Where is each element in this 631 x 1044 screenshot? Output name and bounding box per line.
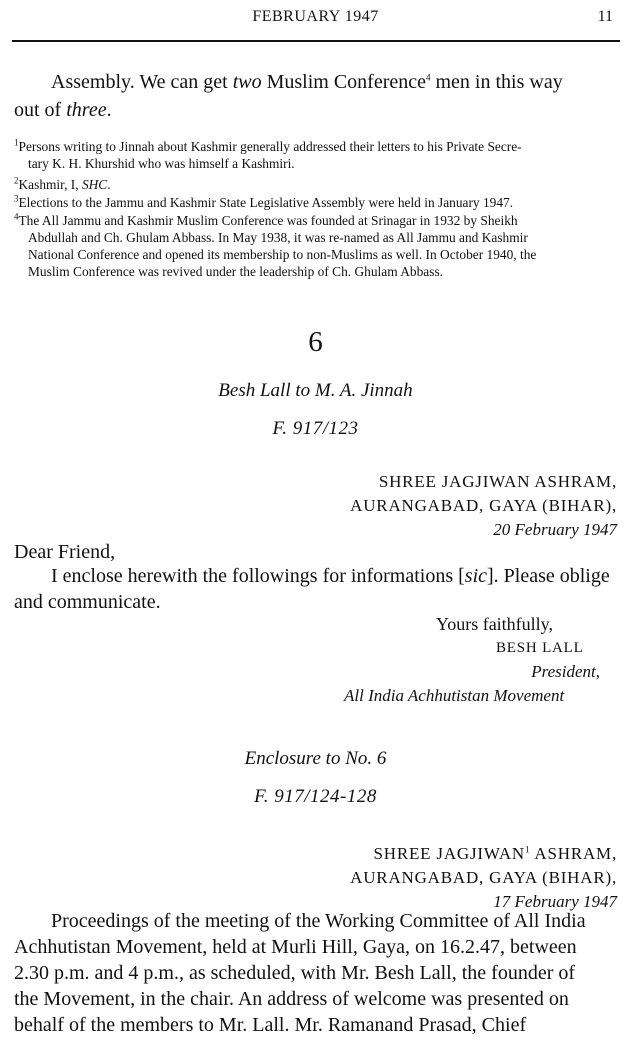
document-number: 6 (308, 326, 323, 358)
enclosure-file-reference: F. 917/124-128 (254, 786, 377, 807)
document-title: Besh Lall to M. A. Jinnah (218, 380, 413, 401)
body-line: behalf of the members to Mr. Lall. Mr. Ramanand Prasad, Chief (14, 1014, 527, 1036)
signer-title: President, (531, 662, 600, 681)
continuation-paragraph (14, 68, 618, 124)
page-number: 11 (597, 8, 613, 25)
text-run: I enclose herewith the followings for informations [ (51, 565, 465, 587)
footnote-ref: 1 (524, 844, 531, 855)
letter-body-line2: and communicate. (14, 591, 161, 613)
text-run: Assembly. We can get (51, 71, 233, 93)
footnote-ref: 4 (426, 72, 431, 83)
footnote-text: Elections to the Jammu and Kashmir State Legislative Assembly were held in January 1947. (18, 195, 514, 210)
body-line: the Movement, in the chair. An address of welcome was presented on (14, 988, 569, 1010)
sender-address (350, 470, 617, 542)
body-line: Achhutistan Movement, held at Murli Hill, Gaya, on 16.2.47, between (14, 936, 577, 958)
body-line: 2.30 p.m. and 4 p.m., as scheduled, with Mr. Besh Lall, the founder of (14, 962, 576, 984)
footnote-text: tary K. H. Khurshid who was himself a Kashmiri. (28, 156, 295, 171)
text-run: ASHRAM, (530, 844, 617, 863)
footnote-text: . (107, 177, 111, 192)
signer-organisation: All India Achhutistan Movement (344, 686, 565, 705)
text-run: two (232, 71, 262, 93)
footnote-number: 2 (14, 175, 19, 186)
running-header (0, 6, 631, 36)
text-run: out of (14, 99, 67, 121)
text-run: Muslim Conference (261, 71, 426, 93)
text-run: . (106, 99, 112, 121)
running-header-title: FEBRUARY 1947 (252, 8, 379, 25)
signer-name: BESH LALL (496, 640, 584, 656)
salutation: Dear Friend, (14, 541, 116, 563)
text-run: sic (464, 565, 487, 587)
footnote-text: Abdullah and Ch. Ghulam Abbass. In May 1938, it was re-named as All Jammu and Kashmir (28, 230, 528, 245)
address-line: AURANGABAD, GAYA (BIHAR), (350, 868, 617, 887)
enclosure-title: Enclosure to No. 6 (244, 748, 387, 769)
enclosure-body (14, 908, 618, 1038)
letter-body (14, 562, 618, 590)
text-run: men in this way (430, 71, 563, 93)
closing: Yours faithfully, (436, 614, 554, 634)
text-run: SHREE JAGJIWAN (373, 844, 525, 863)
body-line: Proceedings of the meeting of the Working Committee of All India (51, 910, 586, 932)
enclosure-date: 17 February 1947 (493, 892, 617, 911)
footnote-number: 1 (14, 137, 19, 148)
text-run: three (66, 99, 107, 121)
footnote-number: 3 (14, 193, 19, 204)
footnote-text: Persons writing to Jinnah about Kashmir generally addressed their letters to his Private Secre- (18, 139, 522, 154)
enclosure-address (350, 842, 617, 914)
text-run: ]. Please oblige (487, 565, 610, 587)
footnote-1 (14, 138, 618, 172)
footnote-text: National Conference and opened its membership to non-Muslims as well. In October 1940, the (28, 247, 537, 262)
footnote-2 (14, 176, 618, 193)
address-line: AURANGABAD, GAYA (BIHAR), (350, 496, 617, 515)
footnote-4 (14, 212, 618, 280)
address-line: SHREE JAGJIWAN ASHRAM, (378, 472, 617, 491)
footnote-text: SHC (81, 177, 108, 192)
footnote-text: Kashmir, I, (18, 177, 82, 192)
footnote-text: Muslim Conference was revived under the leadership of Ch. Ghulam Abbass. (28, 264, 444, 279)
letter-date: 20 February 1947 (493, 520, 617, 539)
address-line (350, 842, 617, 866)
footnote-number: 4 (14, 211, 19, 222)
footnote-text: The All Jammu and Kashmir Muslim Conference was founded at Srinagar in 1932 by Sheikh (18, 213, 518, 228)
footnote-3 (14, 194, 618, 211)
header-rule (12, 40, 620, 42)
file-reference: F. 917/123 (272, 418, 359, 439)
